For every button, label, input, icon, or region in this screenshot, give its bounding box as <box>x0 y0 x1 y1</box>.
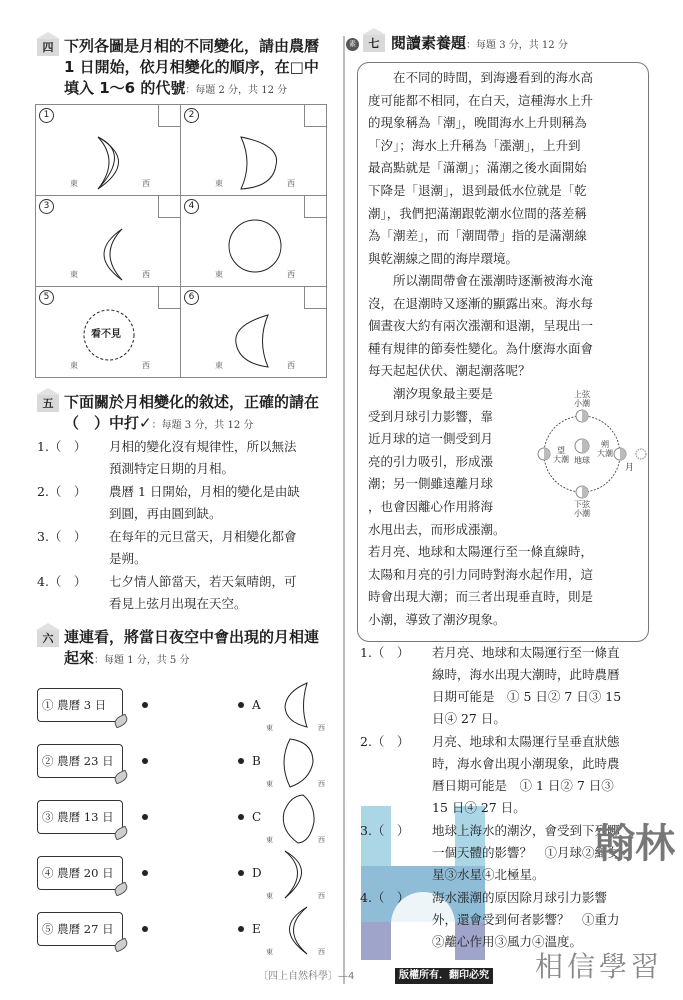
moon-phase-grid <box>35 104 327 378</box>
passage-paragraph-4 <box>368 541 593 631</box>
phase-cell <box>181 196 326 287</box>
connect-dot-right[interactable] <box>238 870 244 876</box>
question-text: 海水漲潮的原因除月球引力影響 <box>432 890 608 905</box>
leaf-icon <box>113 770 130 785</box>
label-line: 朔 <box>601 440 609 449</box>
label-line: 小潮 <box>574 399 590 408</box>
east-label: 東 <box>266 948 273 956</box>
option-label: E <box>252 922 261 936</box>
full-moon-label <box>553 446 569 464</box>
moon-waxing-crescent-icon <box>36 196 181 286</box>
connect-dot-right[interactable] <box>238 702 244 708</box>
question-text: 看見上弦月出現在天空。 <box>109 596 247 611</box>
passage-line: 度可能都不相同，在白天，這種海水上升 <box>368 92 594 108</box>
west-label: 西 <box>318 948 325 956</box>
section-badge: 六 <box>37 630 59 647</box>
date-box <box>37 856 123 890</box>
west-label: 西 <box>318 724 325 732</box>
connect-dot-right[interactable] <box>238 758 244 764</box>
house-roof-icon <box>36 388 60 395</box>
connect-dot-left[interactable] <box>142 702 148 708</box>
passage-line: 近月球的這一側受到月 <box>368 431 494 447</box>
passage-line: 潮汐現象最主要是 <box>368 386 494 401</box>
east-label: 東 <box>266 724 273 732</box>
score-note: ：每題 2 分，共 12 分 <box>185 85 288 96</box>
literacy-icon: 素 <box>346 38 359 51</box>
passage-line: 在不同的時間，到海邊看到的海水高 <box>368 70 594 85</box>
title-line: 1 日開始，依月相變化的順序，在□中 <box>64 58 319 76</box>
label-line: 小潮 <box>574 509 590 518</box>
title-text: 閱讀素養題 <box>391 34 467 52</box>
question-text: 在每年的元旦當天，月相變化都會 <box>109 529 297 544</box>
page-footer-book: 〔四上自然科學〕—4 <box>258 971 355 982</box>
score-note: ：每題 1 分，共 5 分 <box>94 655 190 666</box>
connect-dot-left[interactable] <box>142 870 148 876</box>
east-label: 東 <box>266 780 273 788</box>
question-text: 是朔。 <box>109 551 147 566</box>
moon-option-c-icon <box>283 795 314 843</box>
east-label: 東 <box>70 270 78 279</box>
title-line: 下面關於月相變化的敘述，正確的請在 <box>64 393 320 411</box>
passage-line: 下降是「退潮」，退到最低水位就是「乾 <box>368 182 587 198</box>
moon-waning-crescent-icon <box>36 105 181 195</box>
house-roof-icon <box>362 28 386 35</box>
label-line: 下弦 <box>574 500 590 509</box>
section6-title <box>64 627 319 671</box>
west-label: 西 <box>318 892 325 900</box>
moon-option-d-icon <box>285 851 302 898</box>
leaf-icon <box>113 938 130 953</box>
question-text: 時，海水會出現小潮現象，此時農 <box>432 756 620 771</box>
section4-title <box>64 36 319 101</box>
section5-title <box>64 392 319 436</box>
passage-line: 太陽和月亮的引力同時對海水起作用，這 <box>368 566 594 582</box>
option-label: D <box>252 866 262 880</box>
date-box <box>37 800 123 834</box>
score-note: ：每題 3 分，共 12 分 <box>466 40 568 51</box>
west-label: 西 <box>318 780 325 788</box>
moon-option-b-icon <box>284 739 313 787</box>
phase-cell <box>36 287 181 378</box>
cell-number: 1 <box>39 108 54 123</box>
passage-paragraph-2 <box>368 270 593 383</box>
west-label: 西 <box>287 179 295 188</box>
watermark-slogan: 相信學習 <box>535 950 664 983</box>
passage-line: 沒，在退潮時又逐漸的顯露出來。海水每 <box>368 295 594 311</box>
west-label: 西 <box>318 836 325 844</box>
title-line: 連連看，將當日夜空中會出現的月相連 <box>64 628 320 646</box>
passage-line: 為「潮差」，而「潮間帶」指的是滿潮線 <box>368 228 587 244</box>
question-text: 外，還會受到何者影響？ ①重力 <box>432 912 620 927</box>
moon-label: 月 <box>625 463 635 473</box>
cell-number: 5 <box>39 290 54 305</box>
label-line: 上弦 <box>574 390 590 399</box>
tide-diagram <box>537 384 649 524</box>
passage-line: 時會出現大潮；而三者出現垂直時，則是 <box>368 589 594 605</box>
question-text: 一個天體的影響？ ①月球②織女 <box>432 845 620 860</box>
copyright-badge: 版權所有．翻印必究 <box>395 968 493 984</box>
passage-line: 若月亮、地球和太陽運行至一條直線時， <box>368 544 594 559</box>
passage-paragraph-1 <box>368 67 593 270</box>
east-label: 東 <box>266 836 273 844</box>
date-box <box>37 688 123 722</box>
date-label: ⑤ 農曆 27 日 <box>42 922 114 936</box>
matching-moon-shapes <box>270 680 340 960</box>
connect-dot-left[interactable] <box>142 758 148 764</box>
leaf-icon <box>113 714 130 729</box>
leaf-icon <box>113 826 130 841</box>
east-label: 東 <box>266 892 273 900</box>
answer-blank[interactable]: 3.（ ） <box>37 529 87 544</box>
connect-dot-left[interactable] <box>142 926 148 932</box>
not-visible-label: 看不見 <box>91 329 121 340</box>
passage-line: 潮；另一側雖遠離月球 <box>368 476 494 492</box>
question-text: 農曆 1 日開始，月相的變化是由缺 <box>109 484 300 499</box>
score-note: ：每題 3 分，共 12 分 <box>151 420 254 431</box>
passage-line: 亮的引力吸引，形成漲 <box>368 453 494 469</box>
passage-line: 每天起起伏伏、潮起潮落呢？ <box>368 363 531 379</box>
moon-option-a-icon <box>285 683 307 727</box>
watermark-h-logo <box>361 922 391 960</box>
title-line: （ ）中打✓ <box>64 414 152 432</box>
cell-number: 4 <box>184 199 199 214</box>
answer-blank[interactable]: 3.（ ） <box>360 823 410 838</box>
west-label: 西 <box>142 361 150 370</box>
last-quarter-label <box>574 500 590 518</box>
column-divider <box>343 36 345 984</box>
west-label: 西 <box>287 361 295 370</box>
label-line: 望 <box>557 446 565 455</box>
east-label: 東 <box>215 179 223 188</box>
section-badge: 四 <box>37 39 59 56</box>
watermark-brand: 翰林 <box>595 821 675 867</box>
option-label: A <box>252 698 261 712</box>
date-box <box>37 912 123 946</box>
answer-blank[interactable]: 2.（ ） <box>37 484 87 499</box>
date-box <box>37 744 123 778</box>
cell-number: 6 <box>184 290 199 305</box>
answer-blank[interactable]: 2.（ ） <box>360 734 410 749</box>
option-label: C <box>252 810 262 824</box>
leaf-icon <box>113 882 130 897</box>
passage-line: 水甩出去，而形成漲潮。 <box>368 521 506 537</box>
question-text: ②離心作用③風力④溫度。 <box>432 934 583 949</box>
phase-cell <box>181 287 326 378</box>
west-label: 西 <box>142 179 150 188</box>
passage-line: 個晝夜大約有兩次漲潮和退潮，呈現出一 <box>368 318 594 334</box>
cell-number: 2 <box>184 108 199 123</box>
moon-waning-gibbous-icon <box>181 105 326 195</box>
house-roof-icon <box>36 32 60 39</box>
label-line: 大潮 <box>597 449 613 458</box>
question-text: 曆日期可能是 ① 1 日② 7 日③ <box>432 778 614 793</box>
phase-cell <box>36 196 181 287</box>
question-text: 七夕情人節當天，若天氣晴朗，可 <box>109 574 297 589</box>
question-text: 地球上海水的潮汐，會受到下列哪 <box>432 823 620 838</box>
west-label: 西 <box>142 270 150 279</box>
east-label: 東 <box>70 179 78 188</box>
answer-blank[interactable]: 4.（ ） <box>360 890 410 905</box>
moon-full-icon <box>181 196 326 286</box>
cell-number: 3 <box>39 199 54 214</box>
question-text: 到圓，再由圓到缺。 <box>109 506 222 521</box>
title-line: 下列各圖是月相的不同變化，請由農曆 <box>64 37 320 55</box>
answer-blank[interactable]: 1.（ ） <box>360 645 410 660</box>
section-badge: 七 <box>363 35 385 52</box>
moon-option-e-icon <box>290 907 308 954</box>
date-label: ④ 農曆 20 日 <box>42 866 114 880</box>
passage-line: 所以潮間帶會在漲潮時逐漸被海水淹 <box>368 273 594 288</box>
passage-line: 小潮，導致了潮汐現象。 <box>368 611 506 627</box>
option-label: B <box>252 754 261 768</box>
passage-line: 「汐」；海水上升稱為「漲潮」，上升到 <box>368 137 581 153</box>
west-label: 西 <box>287 270 295 279</box>
east-label: 東 <box>215 270 223 279</box>
question-text: 月相的變化沒有規律性，所以無法 <box>109 439 297 454</box>
new-moon-label <box>597 440 613 458</box>
first-quarter-label <box>574 390 590 408</box>
connect-dot-left[interactable] <box>142 814 148 820</box>
question-text: 預測特定日期的月相。 <box>109 461 235 476</box>
title-line: 起來 <box>64 649 95 667</box>
title-line: 填入 1～6 的代號 <box>64 79 186 97</box>
moon-option-d-inner <box>285 851 298 898</box>
connect-dot-right[interactable] <box>238 926 244 932</box>
section7-title <box>391 33 568 56</box>
question-text: 線時，海水出現大潮時，此時農曆 <box>432 667 620 682</box>
passage-line: ，也會因離心作用將海 <box>368 498 494 514</box>
question-text: 日④ 27 日。 <box>432 711 506 726</box>
phase-cell <box>36 105 181 196</box>
question-text: 若月亮、地球和太陽運行至一條直 <box>432 645 620 660</box>
east-label: 東 <box>70 361 78 370</box>
passage-line: 與乾潮線之間的海岸環境。 <box>368 250 519 266</box>
question-text: 15 日④ 27 日。 <box>432 800 526 815</box>
date-label: ② 農曆 23 日 <box>42 754 114 768</box>
date-label: ③ 農曆 13 日 <box>42 810 114 824</box>
question-text: 月亮、地球和太陽運行呈垂直狀態 <box>432 734 620 749</box>
moon-waxing-gibbous-icon <box>181 287 326 377</box>
section-badge: 五 <box>37 395 59 412</box>
east-label: 東 <box>215 361 223 370</box>
answer-blank[interactable]: 1.（ ） <box>37 439 87 454</box>
moon-option-e-inner <box>294 907 308 954</box>
passage-line: 潮」，我們把滿潮跟乾潮水位間的落差稱 <box>368 205 587 221</box>
passage-line: 受到月球引力影響，靠 <box>368 408 494 424</box>
earth-label: 地球 <box>574 456 590 465</box>
question-text: 日期可能是 ① 5 日② 7 日③ 15 <box>432 689 622 704</box>
phase-cell <box>181 105 326 196</box>
passage-line: 的現象稱為「潮」，晚間海水上升則稱為 <box>368 115 587 131</box>
label-line: 大潮 <box>553 455 569 464</box>
passage-line: 種有規律的節奏性變化。為什麼海水面會 <box>368 340 594 356</box>
question-text: 星③水星④北極星。 <box>432 867 545 882</box>
connect-dot-right[interactable] <box>238 814 244 820</box>
passage-paragraph-3 <box>368 383 506 541</box>
house-roof-icon <box>36 623 60 630</box>
date-label: ① 農曆 3 日 <box>42 698 107 712</box>
passage-line: 最高點就是「滿潮」；滿潮之後水面開始 <box>368 160 587 176</box>
answer-blank[interactable]: 4.（ ） <box>37 574 87 589</box>
